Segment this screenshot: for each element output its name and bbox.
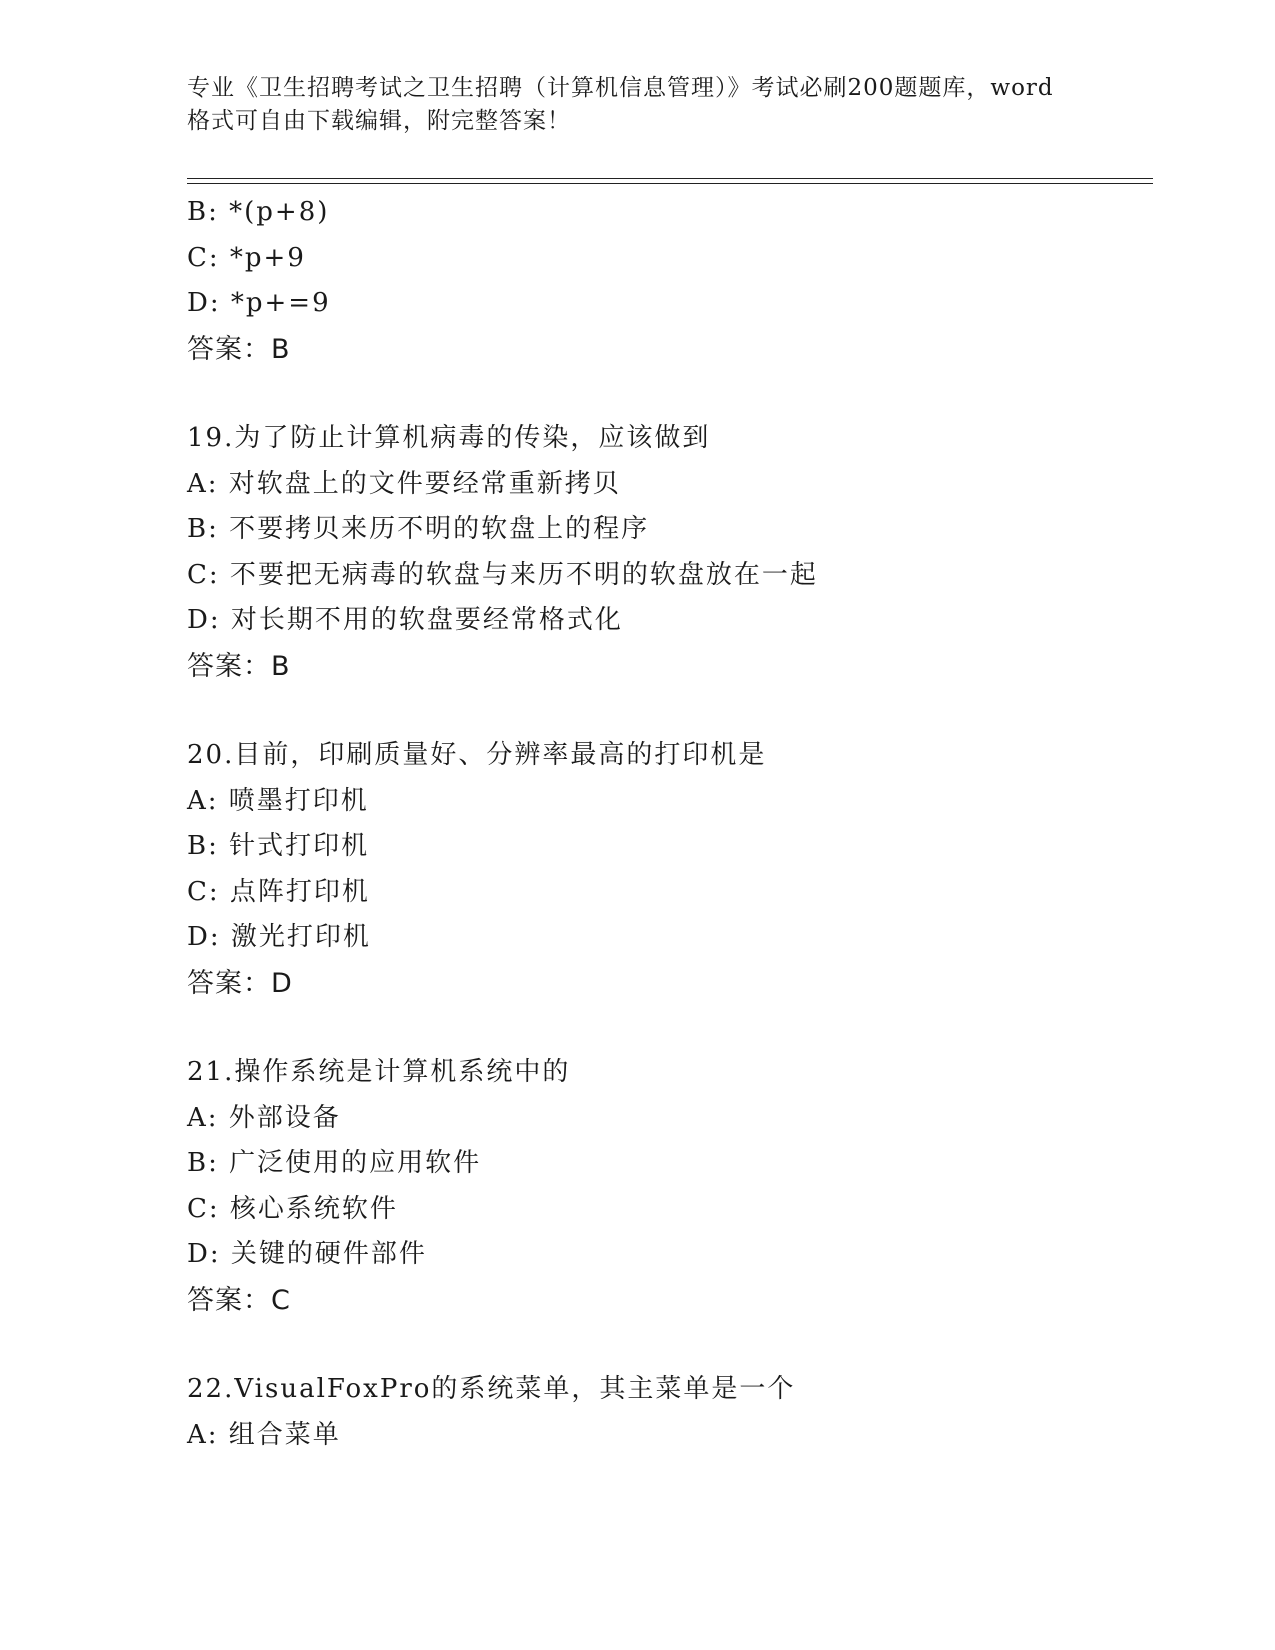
question-stem: 19.为了防止计算机病毒的传染，应该做到	[187, 423, 711, 453]
option-d: D: 关键的硬件部件	[187, 1239, 427, 1269]
question-20	[187, 733, 1153, 1006]
header-divider-bottom	[187, 183, 1153, 184]
question-stem: 21.操作系统是计算机系统中的	[187, 1057, 571, 1087]
answer-line: 答案：D	[187, 967, 293, 999]
question-21	[187, 1050, 1153, 1323]
header-divider-top	[187, 178, 1153, 179]
option-d: D: 激光打印机	[187, 922, 371, 952]
question-list	[187, 190, 1153, 1458]
option-d: D: 对长期不用的软盘要经常格式化	[187, 605, 623, 635]
header-line-2: 格式可自由下载编辑，附完整答案！	[187, 108, 571, 134]
option-b: B: 针式打印机	[187, 831, 370, 861]
answer-line: 答案：B	[187, 650, 291, 682]
question-19	[187, 416, 1153, 689]
answer-line: 答案：B	[187, 333, 291, 365]
option-a: A: 组合菜单	[187, 1419, 341, 1450]
option-a: A: 喷墨打印机	[187, 785, 369, 816]
option-b: B: 广泛使用的应用软件	[187, 1148, 482, 1178]
option-b: B: *(p+8)	[187, 197, 330, 227]
question-stem: 20.目前，印刷质量好、分辨率最高的打印机是	[187, 740, 767, 770]
option-a: A: 外部设备	[187, 1102, 341, 1133]
document-header	[187, 72, 1107, 138]
question-stem: 22.VisualFoxPro的系统菜单，其主菜单是一个	[187, 1374, 796, 1404]
option-c: C: *p+9	[187, 242, 306, 273]
option-b: B: 不要拷贝来历不明的软盘上的程序	[187, 514, 650, 544]
question-22	[187, 1367, 1153, 1458]
header-line-1: 专业《卫生招聘考试之卫生招聘（计算机信息管理）》考试必刷200题题库，word	[187, 75, 1054, 101]
option-c: C: 核心系统软件	[187, 1193, 398, 1224]
answer-line: 答案：C	[187, 1284, 291, 1316]
option-a: A: 对软盘上的文件要经常重新拷贝	[187, 468, 621, 499]
option-c: C: 不要把无病毒的软盘与来历不明的软盘放在一起	[187, 559, 818, 590]
option-d: D: *p+=9	[187, 288, 331, 318]
option-c: C: 点阵打印机	[187, 876, 370, 907]
question-18-partial	[187, 190, 1153, 372]
